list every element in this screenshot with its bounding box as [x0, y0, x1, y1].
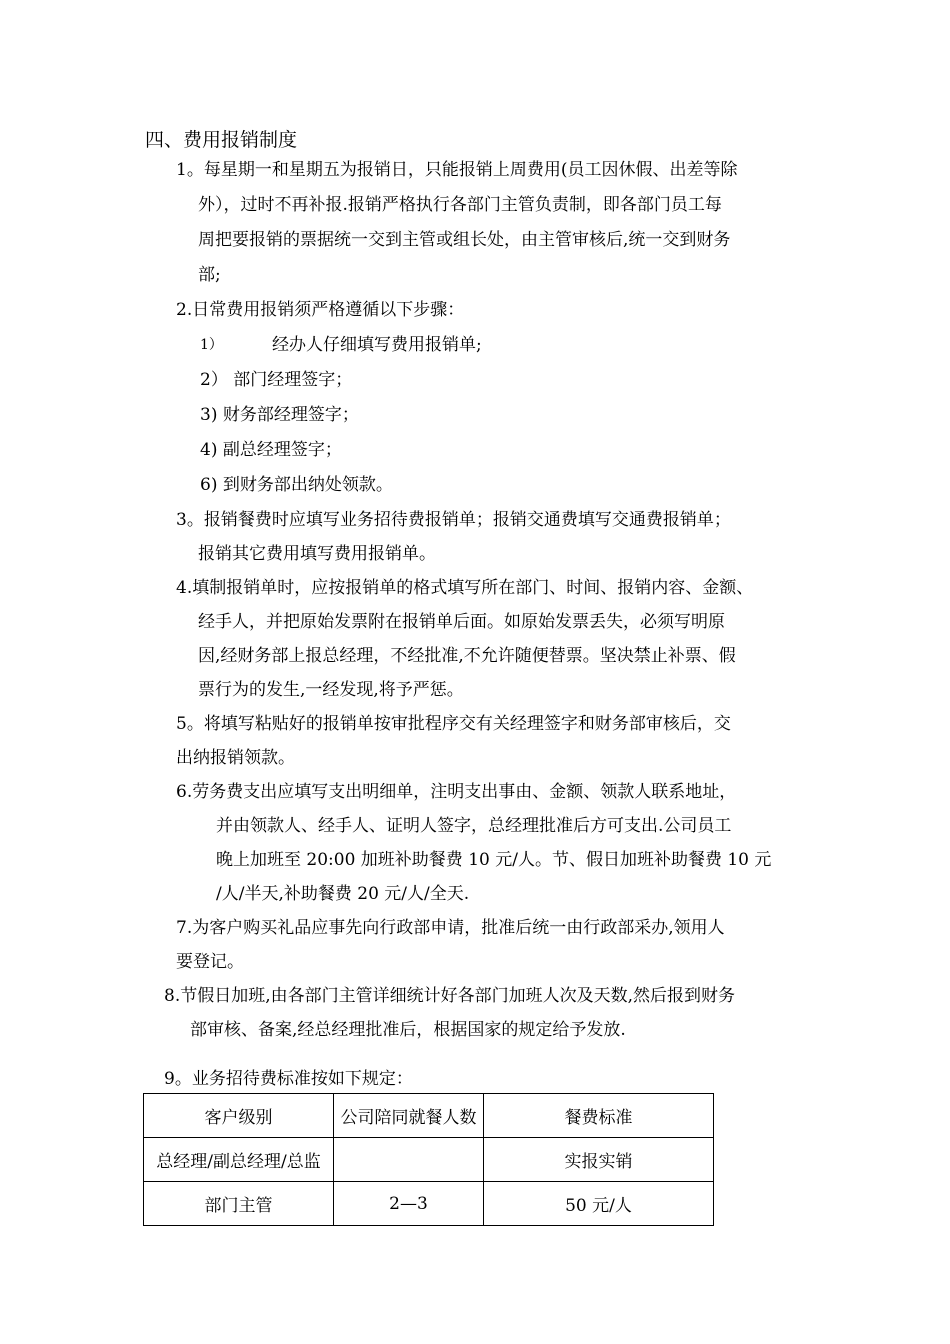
paragraph-line: 2.日常费用报销须严格遵循以下步骤：	[176, 300, 465, 320]
header-cell: 公司陪同就餐人数	[334, 1094, 484, 1138]
paragraph-line: 部;	[198, 265, 221, 285]
header-cell: 餐费标准	[484, 1094, 714, 1138]
paragraph-line: 7.为客户购买礼品应事先向行政部申请，批准后统一由行政部采办,领用人	[176, 918, 725, 938]
paragraph-line: 报销其它费用填写费用报销单。	[198, 544, 436, 564]
paragraph-line: 部审核、备案,经总经理批准后，根据国家的规定给予发放.	[190, 1020, 626, 1040]
table-cell: 2—3	[334, 1182, 484, 1226]
list-item: 2） 部门经理签字；	[200, 370, 353, 390]
paragraph-line: 9。业务招待费标准按如下规定：	[164, 1069, 413, 1089]
paragraph-line: /人/半天,补助餐费 20 元/人/全天.	[216, 884, 470, 904]
paragraph-line: 因,经财务部上报总经理，不经批准,不允许随便替票。坚决禁止补票、假	[198, 646, 736, 666]
list-item-number: 1）	[200, 337, 223, 353]
paragraph-line: 晚上加班至 20:00 加班补助餐费 10 元/人。节、假日加班补助餐费 10 元	[216, 850, 772, 870]
table-header-row	[144, 1094, 714, 1138]
list-item: 6) 到财务部出纳处领款。	[200, 475, 393, 495]
table-cell: 50 元/人	[484, 1182, 714, 1226]
entertainment-fee-table	[143, 1093, 714, 1226]
paragraph-line: 3。报销餐费时应填写业务招待费报销单；报销交通费填写交通费报销单；	[176, 510, 731, 530]
section-heading: 四、费用报销制度	[145, 129, 298, 151]
paragraph-line: 经手人，并把原始发票附在报销单后面。如原始发票丢失，必须写明原	[198, 612, 725, 632]
paragraph-line: 5。将填写粘贴好的报销单按审批程序交有关经理签字和财务部审核后，交	[176, 714, 731, 734]
paragraph-line: 出纳报销领款。	[176, 748, 295, 768]
paragraph-line: 外），过时不再补报.报销严格执行各部门主管负责制，即各部门员工每	[198, 195, 722, 215]
list-item: 4) 副总经理签字；	[200, 440, 342, 460]
table-cell: 实报实销	[484, 1138, 714, 1182]
paragraph-line: 1。每星期一和星期五为报销日，只能报销上周费用(员工因休假、出差等除	[176, 160, 738, 180]
table-cell: 总经理/副总经理/总监	[144, 1138, 334, 1182]
list-item-text: 经办人仔细填写费用报销单;	[272, 335, 482, 355]
paragraph-line: 票行为的发生,一经发现,将予严惩。	[198, 680, 464, 700]
paragraph-line: 8.节假日加班,由各部门主管详细统计好各部门加班人次及天数,然后报到财务	[164, 986, 736, 1006]
list-item: 3) 财务部经理签字；	[200, 405, 359, 425]
header-cell: 客户级别	[144, 1094, 334, 1138]
paragraph-line: 周把要报销的票据统一交到主管或组长处，由主管审核后,统一交到财务	[198, 230, 731, 250]
paragraph-line: 并由领款人、经手人、证明人签字，总经理批准后方可支出.公司员工	[216, 816, 732, 836]
table-row	[144, 1182, 714, 1226]
table-cell	[334, 1138, 484, 1182]
table-row	[144, 1138, 714, 1182]
table-cell: 部门主管	[144, 1182, 334, 1226]
paragraph-line: 4.填制报销单时，应按报销单的格式填写所在部门、时间、报销内容、金额、	[176, 578, 754, 598]
paragraph-line: 要登记。	[176, 952, 244, 972]
paragraph-line: 6.劳务费支出应填写支出明细单，注明支出事由、金额、领款人联系地址，	[176, 782, 737, 802]
